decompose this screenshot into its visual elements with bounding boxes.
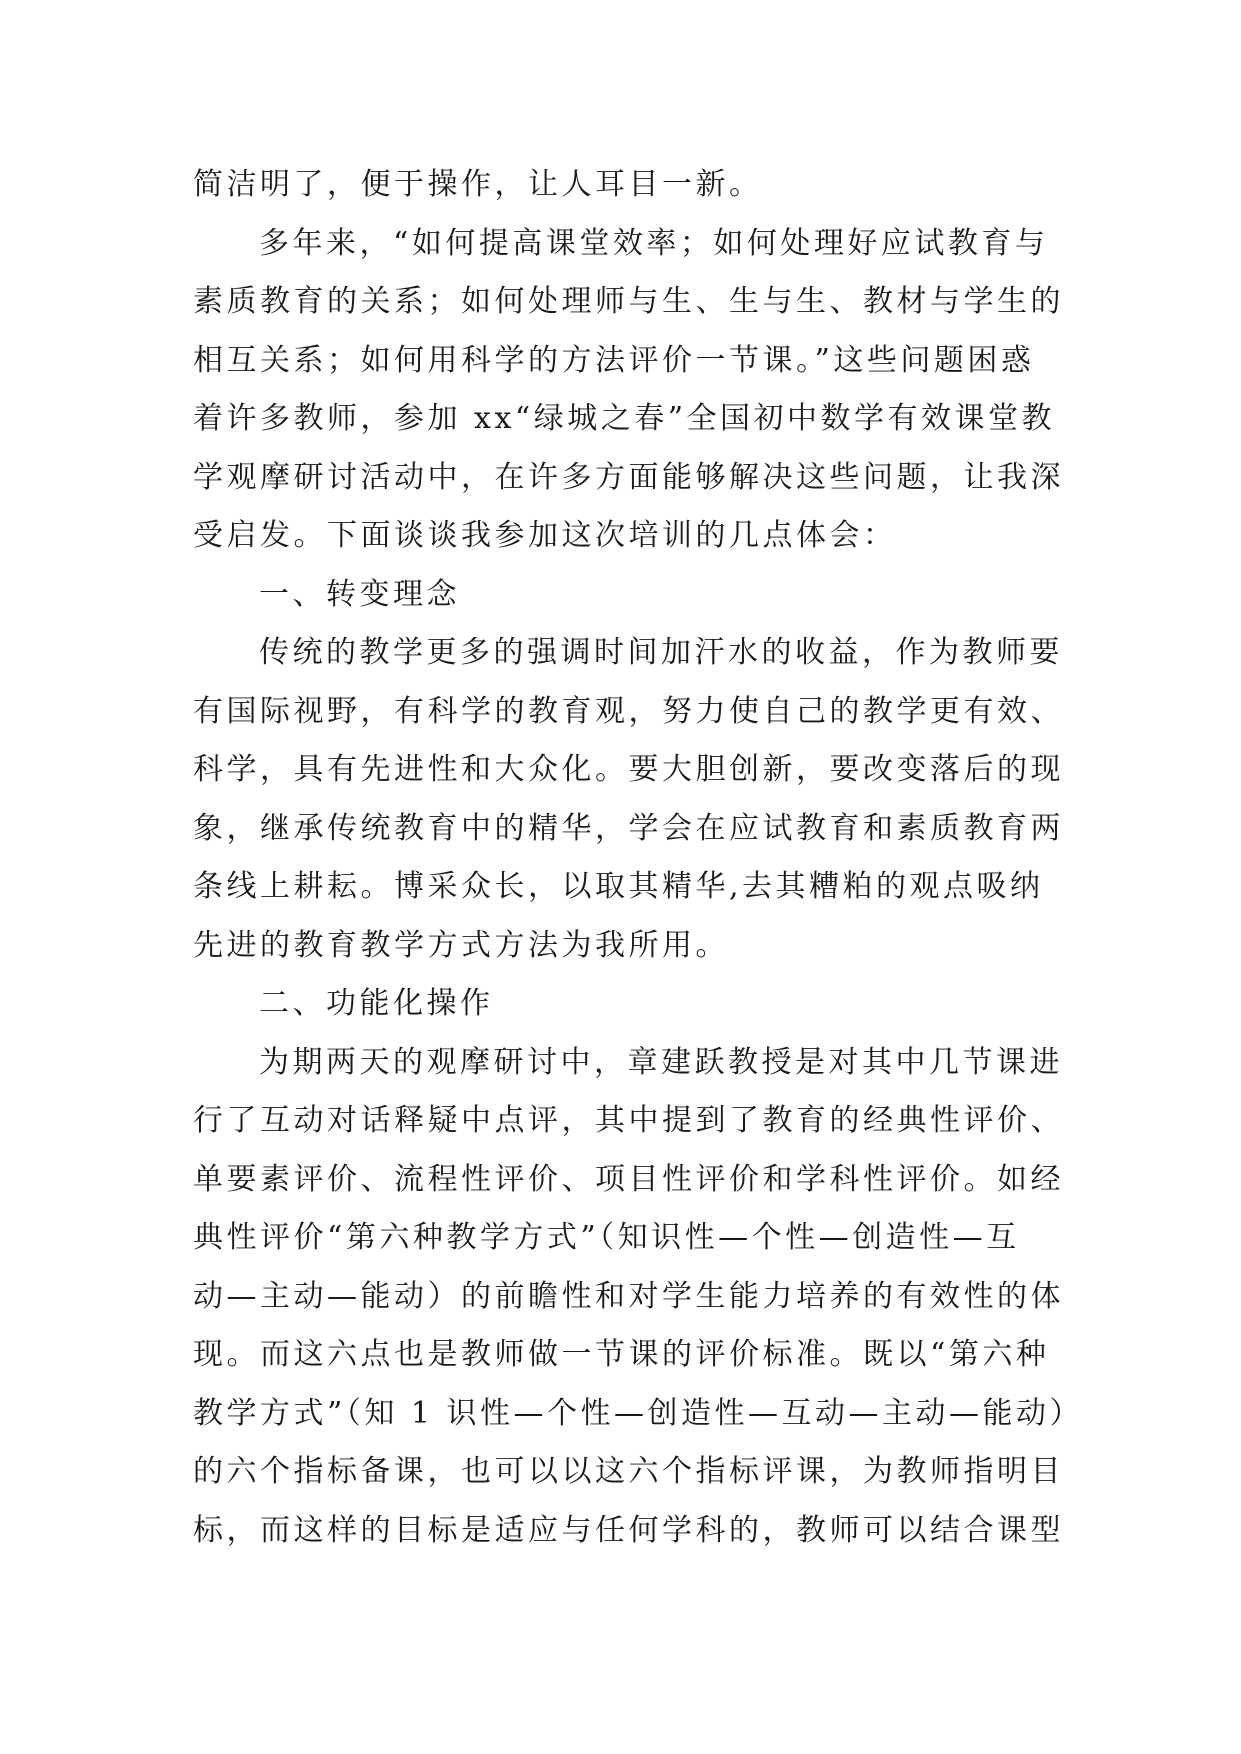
text-line: 典性评价“第六种教学方式”（知识性—个性—创造性—互 xyxy=(193,1220,1020,1255)
text-line: 着许多教师，参加 xx“绿城之春”全国初中数学有效课堂教 xyxy=(193,401,1056,436)
text-line: 科学，具有先进性和大众化。要大胆创新，要改变落后的现 xyxy=(193,752,1064,787)
document-body xyxy=(193,156,1083,1560)
text-line: 有国际视野，有科学的教育观，努力使自己的教学更有效、 xyxy=(193,693,1064,729)
text-line: 动—主动—能动）的前瞻性和对学生能力培养的有效性的体 xyxy=(193,1278,1064,1314)
text-line: 条线上耕耘。博采众长，以取其精华,去其糟粕的观点吸纳 xyxy=(193,869,1044,904)
text-line: 的六个指标备课，也可以以这六个指标评课，为教师指明目 xyxy=(193,1454,1064,1489)
text-line: 简洁明了，便于操作，让人耳目一新。 xyxy=(193,167,763,202)
text-line: 学观摩研讨活动中，在许多方面能够解决这些问题，让我深 xyxy=(193,459,1064,495)
text-line: 教学方式”（知 1 识性—个性—创造性—互动—主动—能动） xyxy=(193,1395,1083,1431)
text-line: 现。而这六点也是教师做一节课的评价标准。既以“第六种 xyxy=(193,1337,1050,1372)
text-line: 二、功能化操作 xyxy=(259,986,494,1021)
text-line: 标，而这样的目标是适应与任何学科的，教师可以结合课型 xyxy=(193,1512,1064,1548)
text-line: 为期两天的观摩研讨中，章建跃教授是对其中几节课进 xyxy=(259,1044,1063,1080)
text-line: 一、转变理念 xyxy=(259,576,460,612)
text-line: 多年来，“如何提高课堂效率；如何处理好应试教育与 xyxy=(259,225,1049,261)
text-line: 单要素评价、流程性评价、项目性评价和学科性评价。如经 xyxy=(193,1161,1064,1197)
text-line: 传统的教学更多的强调时间加汗水的收益，作为教师要 xyxy=(259,635,1063,670)
text-line: 象，继承传统教育中的精华，学会在应试教育和素质教育两 xyxy=(193,810,1064,846)
text-line: 相互关系；如何用科学的方法评价一节课。”这些问题困惑 xyxy=(193,342,1035,378)
text-line: 受启发。下面谈谈我参加这次培训的几点体会： xyxy=(193,518,897,553)
text-line: 先进的教育教学方式方法为我所用。 xyxy=(193,927,729,963)
text-line: 行了互动对话释疑中点评，其中提到了教育的经典性评价、 xyxy=(193,1103,1064,1138)
text-line: 素质教育的关系；如何处理师与生、生与生、教材与学生的 xyxy=(193,284,1064,319)
